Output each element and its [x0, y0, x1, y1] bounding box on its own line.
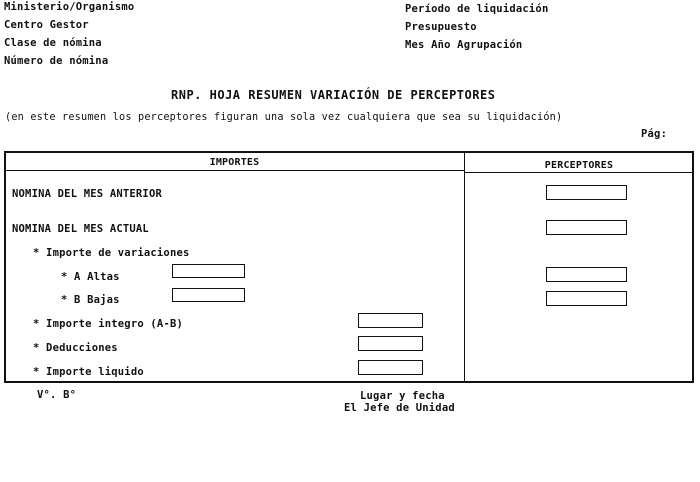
row-nomina-mes-actual: NOMINA DEL MES ACTUAL: [12, 223, 149, 235]
importe-integro-field[interactable]: [358, 313, 423, 328]
page-label: Pág:: [641, 128, 668, 140]
row-altas: * A Altas: [61, 271, 120, 283]
header-rule-left: [5, 170, 464, 171]
perceptores-altas-field[interactable]: [546, 267, 627, 282]
perceptores-bajas-field[interactable]: [546, 291, 627, 306]
row-importe-variaciones: * Importe de variaciones: [33, 247, 190, 259]
perceptores-mes-anterior-field[interactable]: [546, 185, 627, 200]
jefe-unidad-label: El Jefe de Unidad: [344, 402, 455, 414]
row-bajas: * B Bajas: [61, 294, 120, 306]
ministerio-label: Ministerio/Organismo: [4, 1, 135, 13]
importe-altas-field[interactable]: [172, 264, 245, 278]
lugar-fecha-label: Lugar y fecha: [360, 390, 445, 402]
centro-gestor-label: Centro Gestor: [4, 19, 89, 31]
document-subtitle: (en este resumen los perceptores figuran una sola vez cualquiera que sea su liquidación): [5, 112, 563, 123]
row-nomina-mes-anterior: NOMINA DEL MES ANTERIOR: [12, 188, 162, 200]
row-importe-integro: * Importe integro (A-B): [33, 318, 183, 330]
row-deducciones: * Deducciones: [33, 342, 118, 354]
header-rule-right: [465, 172, 693, 173]
importe-bajas-field[interactable]: [172, 288, 245, 302]
numero-nomina-label: Número de nómina: [4, 55, 109, 67]
column-divider: [464, 152, 465, 382]
clase-nomina-label: Clase de nómina: [4, 37, 102, 49]
deducciones-field[interactable]: [358, 336, 423, 351]
importe-liquido-field[interactable]: [358, 360, 423, 375]
mes-anio-agrupacion-label: Mes Año Agrupación: [405, 39, 523, 51]
column-header-importes: IMPORTES: [209, 157, 260, 168]
presupuesto-label: Presupuesto: [405, 21, 477, 33]
perceptores-mes-actual-field[interactable]: [546, 220, 627, 235]
periodo-liquidacion-label: Período de liquidación: [405, 3, 549, 15]
visto-bueno-label: V°. B°: [37, 389, 77, 401]
document-title: RNP. HOJA RESUMEN VARIACIÓN DE PERCEPTORES: [171, 88, 496, 102]
row-importe-liquido: * Importe liquido: [33, 366, 144, 378]
column-header-perceptores: PERCEPTORES: [544, 160, 614, 171]
